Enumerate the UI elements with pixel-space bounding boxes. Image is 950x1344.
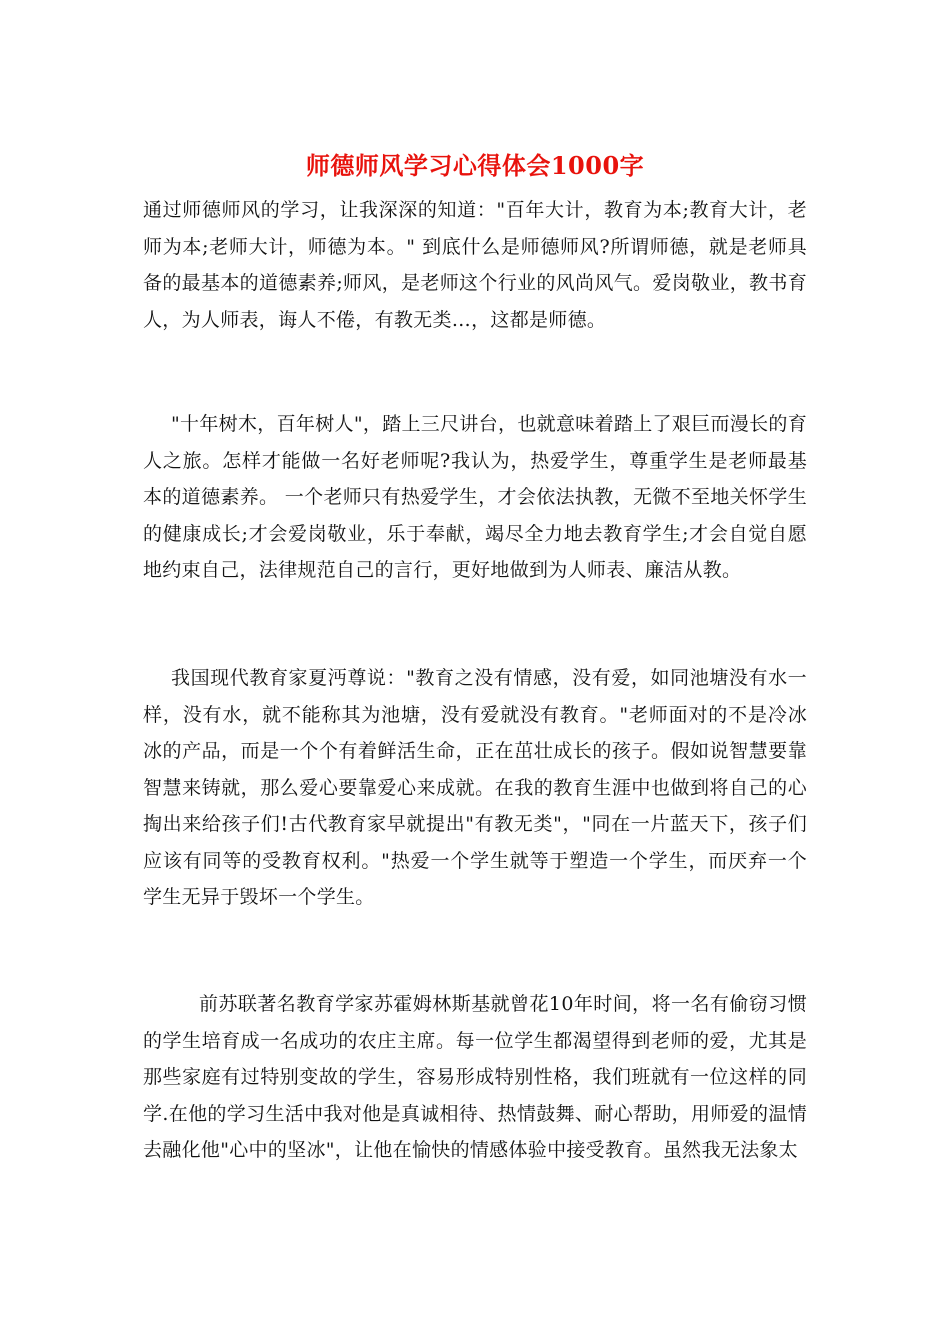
- paragraph-4: 前苏联著名教育学家苏霍姆林斯基就曾花10年时间，将一名有偷窃习惯的学生培育成一名成功的农庄主席。每一位学生都渴望得到老师的爱，尤其是那些家庭有过特别变故的学生，容易形成特别性格，我们班就有一位这样的同学.在他的学习生活中我对他是真诚相待、热情鼓舞、耐心帮助，用师爱的温情去融化他"心中的坚冰"，让他在愉快的情感体验中接受教育。虽然我无法象太: [143, 993, 807, 1161]
- document-title: 师德师风学习心得体会1000字: [305, 151, 645, 180]
- paragraph-1: 通过师德师风的学习，让我深深的知道："百年大计，教育为本;教育大计，老师为本;老师大计，师德为本。" 到底什么是师德师风?所谓师德，就是老师具备的最基本的道德素养;师风，是老师这个行业的风尚风气。爱岗敬业，教书育人，为人师表，诲人不倦，有教无类…，这都是师德。: [143, 199, 807, 331]
- paragraph-3: 我国现代教育家夏沔尊说："教育之没有情感，没有爱，如同池塘没有水一样，没有水，就不能称其为池塘，没有爱就没有教育。"老师面对的不是冷冰冰的产品，而是一个个有着鲜活生命，正在茁壮成长的孩子。假如说智慧要靠智慧来铸就，那么爱心要靠爱心来成就。在我的教育生涯中也做到将自己的心掏出来给孩子们!古代教育家早就提出"有教无类"，"同在一片蓝天下，孩子们应该有同等的受教育权利。"热爱一个学生就等于塑造一个学生，而厌弃一个学生无异于毁坏一个学生。: [143, 667, 807, 908]
- paragraph-2: "十年树木，百年树人"，踏上三尺讲台，也就意味着踏上了艰巨而漫长的育人之旅。怎样才能做一名好老师呢?我认为，热爱学生，尊重学生是老师最基本的道德素养。 一个老师只有热爱学生，才会依法执教，无微不至地关怀学生的健康成长;才会爱岗敬业，乐于奉献，竭尽全力地去教育学生;才会自觉自愿地约束自己，法律规范自己的言行，更好地做到为人师表、廉洁从教。: [143, 413, 807, 581]
